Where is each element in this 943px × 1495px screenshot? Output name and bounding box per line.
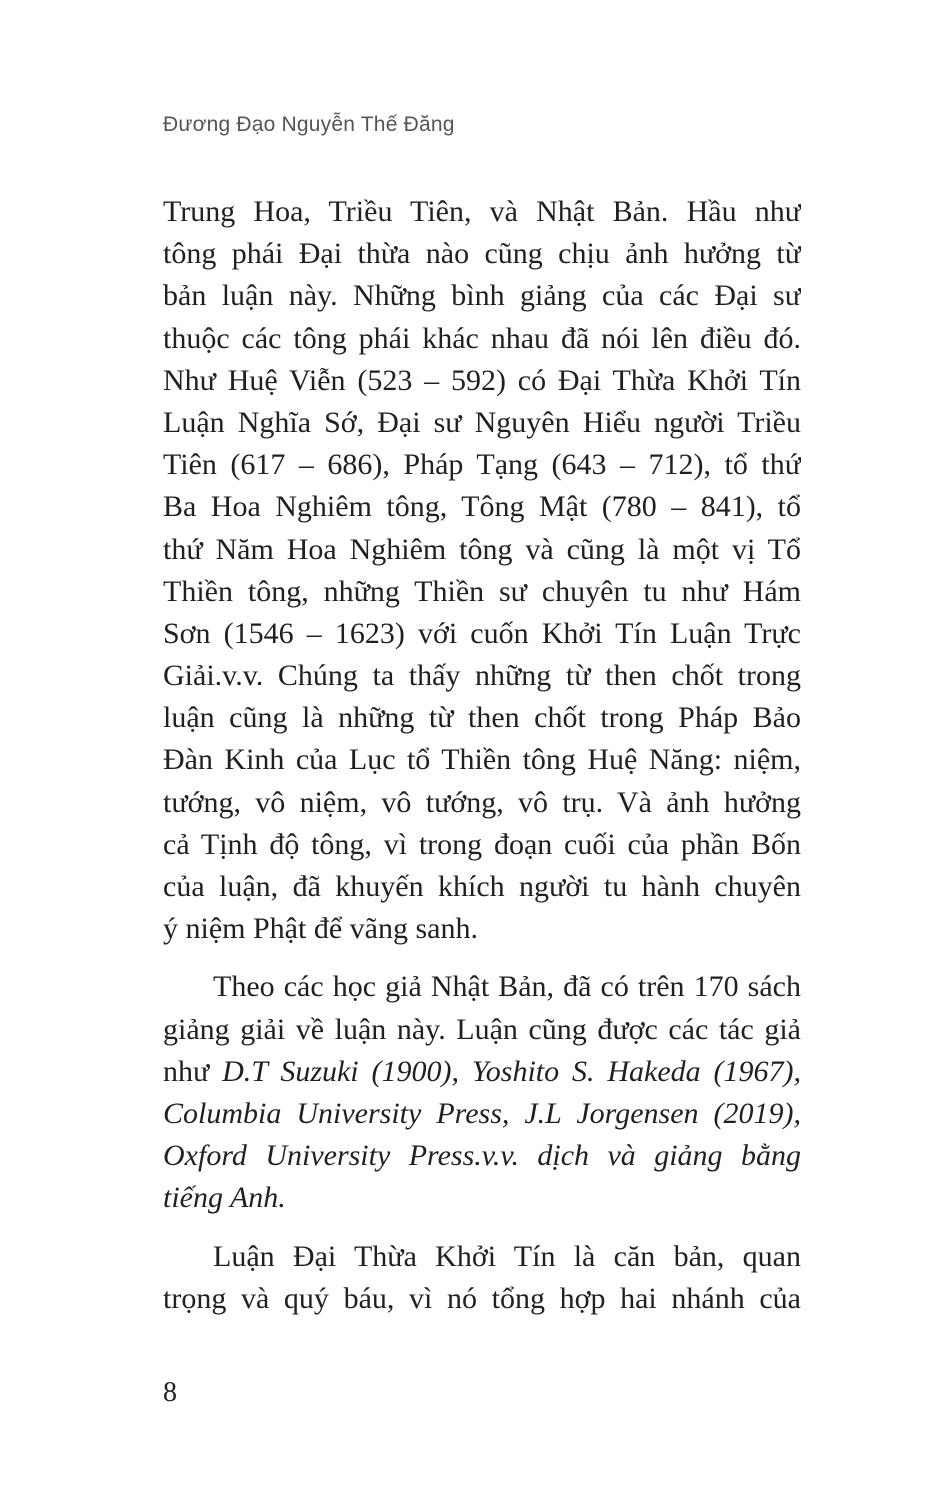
text-line: trọng và quý báu, vì nó tổng hợp hai nhánh của (163, 1281, 801, 1315)
italic-citation: D.T Suzuki (1900), Yoshito S. Hakeda (1967), (222, 1054, 801, 1088)
text-run: như (163, 1054, 223, 1088)
text-line: Giải.v.v. Chúng ta thấy những từ then chốt trong (163, 659, 801, 693)
text-line: Như Huệ Viễn (523 – 592) có Đại Thừa Khởi Tín (163, 363, 801, 397)
text-line: Sơn (1546 – 1623) với cuốn Khởi Tín Luận Trực (163, 616, 801, 650)
paragraph-2 (163, 966, 801, 1219)
text-line (163, 1051, 801, 1093)
paragraph-1 (163, 191, 801, 950)
text-line: giảng giải về luận này. Luận cũng được các tác giả (163, 1012, 801, 1046)
text-line: bản luận này. Những bình giảng của các Đại sư (163, 279, 801, 313)
text-line: cả Tịnh độ tông, vì trong đoạn cuối của phần Bốn (163, 827, 801, 861)
text-line: Theo các học giả Nhật Bản, đã có trên 170 sách (213, 970, 801, 1004)
body-text (163, 191, 801, 1320)
text-line: Trung Hoa, Triều Tiên, và Nhật Bản. Hầu như (163, 195, 801, 228)
text-line: thuộc các tông phái khác nhau đã nói lên điều đó. (163, 321, 801, 355)
text-line: tông phái Đại thừa nào cũng chịu ảnh hưởng từ (163, 237, 801, 271)
page-number: 8 (163, 1377, 177, 1408)
paragraph-3 (163, 1236, 801, 1320)
text-line: ý niệm Phật để vãng sanh. (163, 912, 478, 946)
text-line: Luận Đại Thừa Khởi Tín là căn bản, quan (213, 1239, 801, 1273)
text-line: của luận, đã khuyến khích người tu hành chuyên (163, 870, 801, 903)
text-line: Luận Nghĩa Sớ, Đại sư Nguyên Hiểu người Triều (163, 405, 801, 439)
text-line: tướng, vô niệm, vô tướng, vô trụ. Và ảnh hưởng (163, 785, 801, 819)
text-line: Tiên (617 – 686), Pháp Tạng (643 – 712), tổ thứ (163, 448, 801, 482)
text-line: luận cũng là những từ then chốt trong Pháp Bảo (163, 701, 801, 735)
italic-citation: tiếng Anh. (163, 1181, 286, 1215)
text-line: thứ Năm Hoa Nghiêm tông và cũng là một vị Tổ (163, 532, 801, 566)
text-line: Đàn Kinh của Lục tổ Thiền tông Huệ Năng: niệm, (163, 743, 801, 777)
text-line: Ba Hoa Nghiêm tông, Tông Mật (780 – 841), tổ (163, 490, 801, 524)
paragraph-gap (163, 1220, 801, 1236)
italic-citation: Oxford University Press.v.v. dịch và giảng bằng (163, 1139, 801, 1173)
italic-citation: Columbia University Press, J.L Jorgensen (2019), (163, 1096, 801, 1130)
paragraph-gap (163, 950, 801, 966)
running-header: Đương Đạo Nguyễn Thế Đăng (163, 113, 455, 136)
text-line: Thiền tông, những Thiền sư chuyên tu như Hám (163, 574, 801, 608)
